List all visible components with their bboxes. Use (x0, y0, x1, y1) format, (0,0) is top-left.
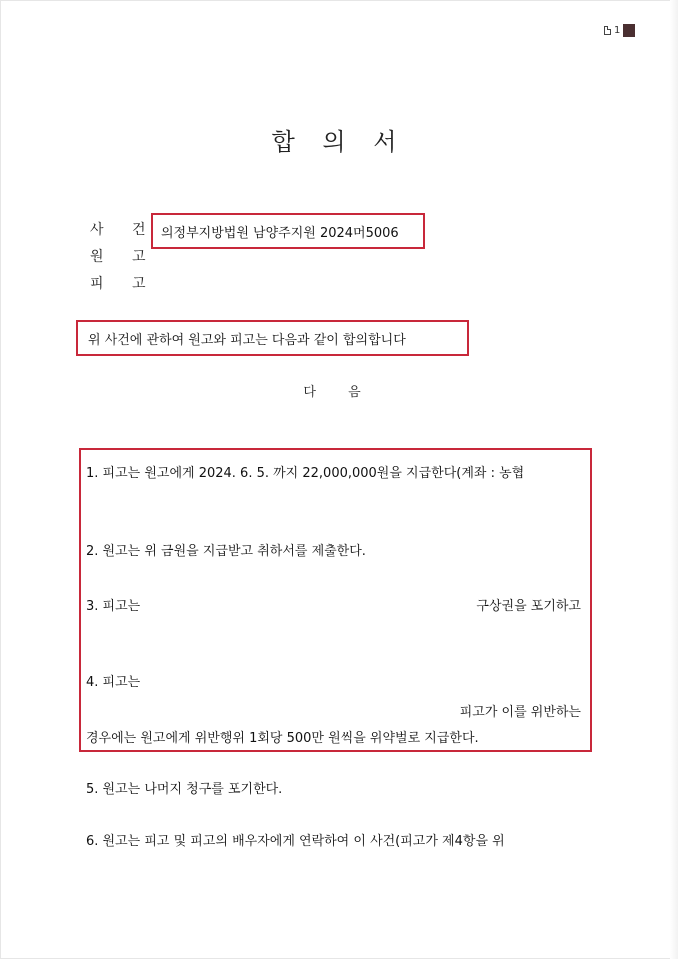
page-marker-icon (623, 24, 635, 37)
page-indicator (604, 24, 635, 37)
field-label-case: 사 건 (90, 222, 158, 238)
clause-1: 1. 피고는 원고에게 2024. 6. 5. 까지 22,000,000원을 지급한다(계좌 : 농협 (86, 466, 525, 481)
clause-3-right: 구상권을 포기하고 (476, 599, 581, 614)
clause-4-left: 4. 피고는 (86, 675, 141, 690)
section-heading: 다 음 (303, 385, 375, 400)
clause-5: 5. 원고는 나머지 청구를 포기한다. (86, 782, 283, 797)
document-title: 합 의 서 (271, 128, 407, 156)
clause-2: 2. 원고는 위 금원을 지급받고 취하서를 제출한다. (86, 544, 366, 559)
field-label-plaintiff: 원 고 (90, 249, 158, 265)
clause-4-line2: 경우에는 원고에게 위반행위 1회당 500만 원씩을 위약벌로 지급한다. (86, 731, 479, 746)
intro-text: 위 사건에 관하여 원고와 피고는 다음과 같이 합의합니다 (88, 333, 406, 348)
clause-6: 6. 원고는 피고 및 피고의 배우자에게 연락하여 이 사건(피고가 제4항을 위 (86, 834, 505, 849)
clause-3-left: 3. 피고는 (86, 599, 141, 614)
field-label-defendant: 피 고 (90, 276, 158, 292)
document-icon (604, 26, 611, 35)
page-number: 1 (614, 25, 621, 36)
clause-4-right: 피고가 이를 위반하는 (459, 705, 581, 720)
case-number: 의정부지방법원 남양주지원 2024머5006 (161, 226, 399, 241)
